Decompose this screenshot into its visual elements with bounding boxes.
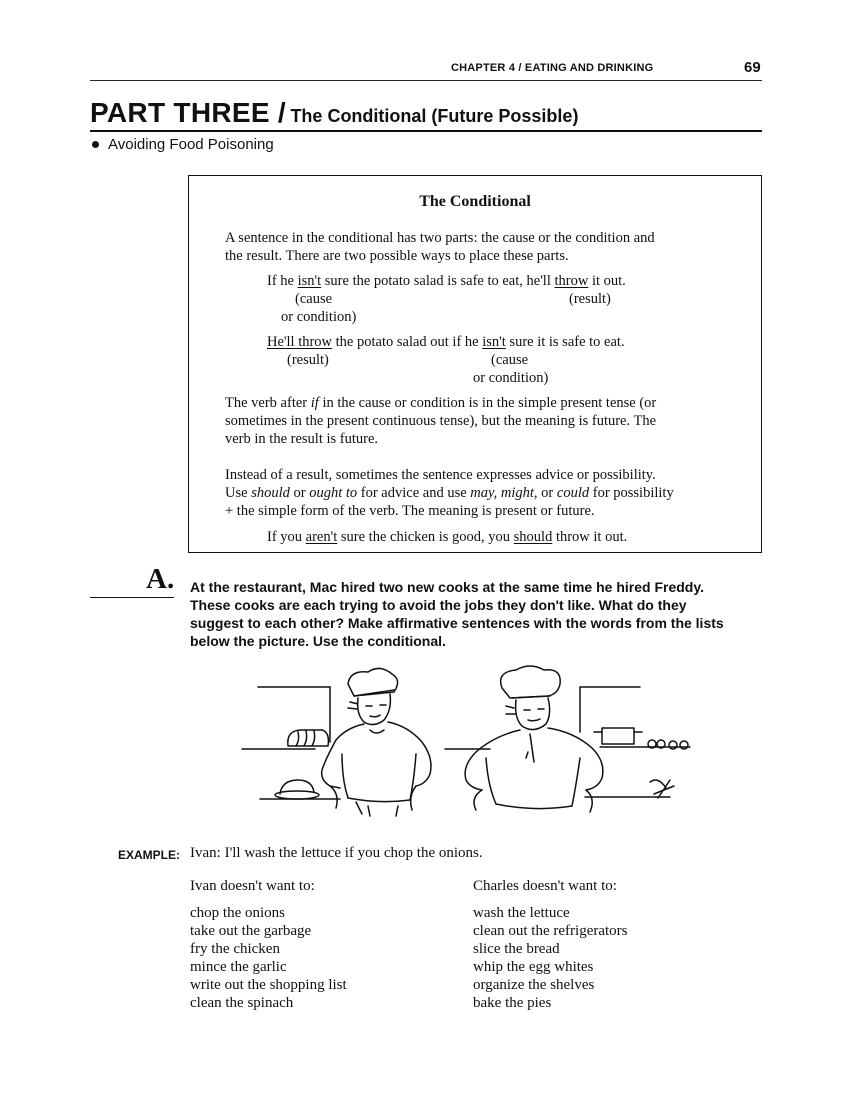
grammar-box <box>188 175 762 553</box>
header-rule <box>90 80 762 81</box>
charles-task-list <box>473 904 628 1012</box>
cook-charles <box>465 666 603 812</box>
verb-line-1 <box>225 394 656 412</box>
ex2-label-condition: or condition) <box>473 370 549 386</box>
example-sentence: Ivan: I'll wash the lettuce if you chop the onions. <box>190 845 483 861</box>
ex1-pre: If he <box>267 273 298 289</box>
adv-ought: ought to <box>309 485 358 501</box>
list-item: wash the lettuce <box>473 905 570 921</box>
list-item: take out the garbage <box>190 923 312 939</box>
verb-line-3: verb in the result is future. <box>225 431 379 447</box>
bread-loaf <box>288 730 329 746</box>
ex2-mid: the potato salad out if he <box>332 334 483 350</box>
pot-and-bowls <box>594 728 688 749</box>
verb-line-1-post: in the cause or condition is in the simple present tense (or <box>318 395 657 411</box>
list-item: bake the pies <box>473 995 552 1011</box>
ex3-mid: sure the chicken is good, you <box>337 529 514 545</box>
verb-line-2: sometimes in the present continuous tense), but the meaning is future. The <box>225 413 657 429</box>
ex1-label-cause: (cause <box>295 291 333 307</box>
section-a-instructions <box>190 578 765 650</box>
topic-text: Avoiding Food Poisoning <box>108 136 274 153</box>
ex2-label-cause: (cause <box>491 352 529 368</box>
list-item: chop the onions <box>190 905 285 921</box>
list-item: fry the chicken <box>190 941 280 957</box>
cook-ivan <box>322 668 431 816</box>
adv-f: for possibility <box>589 485 674 501</box>
ex3-post: throw it out. <box>552 529 628 545</box>
ex1-mid: sure the potato salad is safe to eat, he'll <box>321 273 555 289</box>
adv-could: could <box>556 485 590 501</box>
title-rule <box>90 130 762 132</box>
example-label: EXAMPLE: <box>118 848 181 862</box>
bullet-icon <box>92 141 99 148</box>
ex1-underline-cause: isn't <box>297 273 322 289</box>
adv-might: might, <box>500 485 538 501</box>
ex3-underline-advice: should <box>513 529 553 545</box>
section-a-rule <box>90 597 174 598</box>
running-head: CHAPTER 4 / EATING AND DRINKING <box>451 62 654 74</box>
utensils <box>650 780 674 798</box>
part-title <box>90 97 578 129</box>
ex2-post: sure it is safe to eat. <box>505 334 625 350</box>
list-item: write out the shopping list <box>190 977 347 993</box>
adv-b: or <box>289 485 310 501</box>
ex1-label-condition: or condition) <box>281 309 357 325</box>
verb-line-1-if: if <box>310 395 319 411</box>
example-sentence-2 <box>267 333 625 351</box>
ivan-task-list <box>190 904 347 1012</box>
verb-line-1-pre: The verb after <box>225 395 311 411</box>
cooks-illustration <box>230 662 700 822</box>
advice-line-1: Instead of a result, sometimes the sentence expresses advice or possibility. <box>225 467 656 483</box>
adv-c: for advice and use <box>357 485 471 501</box>
ex3-underline-cause: aren't <box>305 529 338 545</box>
intro-line-1: A sentence in the conditional has two parts: the cause or the condition and <box>225 230 655 246</box>
ex1-label-result: (result) <box>569 291 611 307</box>
charles-list-heading: Charles doesn't want to: <box>473 878 617 894</box>
adv-e: or <box>537 485 557 501</box>
ex2-label-result: (result) <box>287 352 329 368</box>
list-item: mince the garlic <box>190 959 287 975</box>
list-item: clean the spinach <box>190 995 294 1011</box>
list-item: slice the bread <box>473 941 560 957</box>
section-a-line-2: These cooks are each trying to avoid the jobs they don't like. What do they <box>190 597 687 613</box>
example-sentence-3 <box>267 528 627 546</box>
advice-line-3: + the simple form of the verb. The meaning is present or future. <box>225 503 595 519</box>
section-a-letter: A. <box>146 563 175 595</box>
ex3-pre: If you <box>267 529 306 545</box>
section-a-line-1: At the restaurant, Mac hired two new cooks at the same time he hired Freddy. <box>190 579 704 595</box>
advice-line-2 <box>225 484 674 502</box>
ex1-post: it out. <box>588 273 626 289</box>
box-title: The Conditional <box>419 193 531 210</box>
section-a-line-4: below the picture. Use the conditional. <box>190 633 446 649</box>
page-number: 69 <box>744 59 761 76</box>
example-sentence-1 <box>267 272 626 290</box>
ex2-underline-result: He'll throw <box>267 334 333 350</box>
list-item: whip the egg whites <box>473 959 594 975</box>
ivan-list-heading: Ivan doesn't want to: <box>190 878 315 894</box>
list-item: clean out the refrigerators <box>473 923 628 939</box>
adv-a: Use <box>225 485 252 501</box>
intro-line-2: the result. There are two possible ways to place these parts. <box>225 248 569 264</box>
section-a-line-3: suggest to each other? Make affirmative sentences with the words from the lists <box>190 615 724 631</box>
adv-should: should <box>251 485 290 501</box>
roast-plate <box>275 780 319 799</box>
list-item: organize the shelves <box>473 977 595 993</box>
part-label: PART THREE / <box>90 97 286 128</box>
ex1-underline-result: throw <box>554 273 589 289</box>
adv-may: may, <box>470 485 498 501</box>
part-subtitle: The Conditional (Future Possible) <box>290 106 579 126</box>
ex2-underline-cause: isn't <box>482 334 506 350</box>
topic-bullet <box>90 136 274 153</box>
